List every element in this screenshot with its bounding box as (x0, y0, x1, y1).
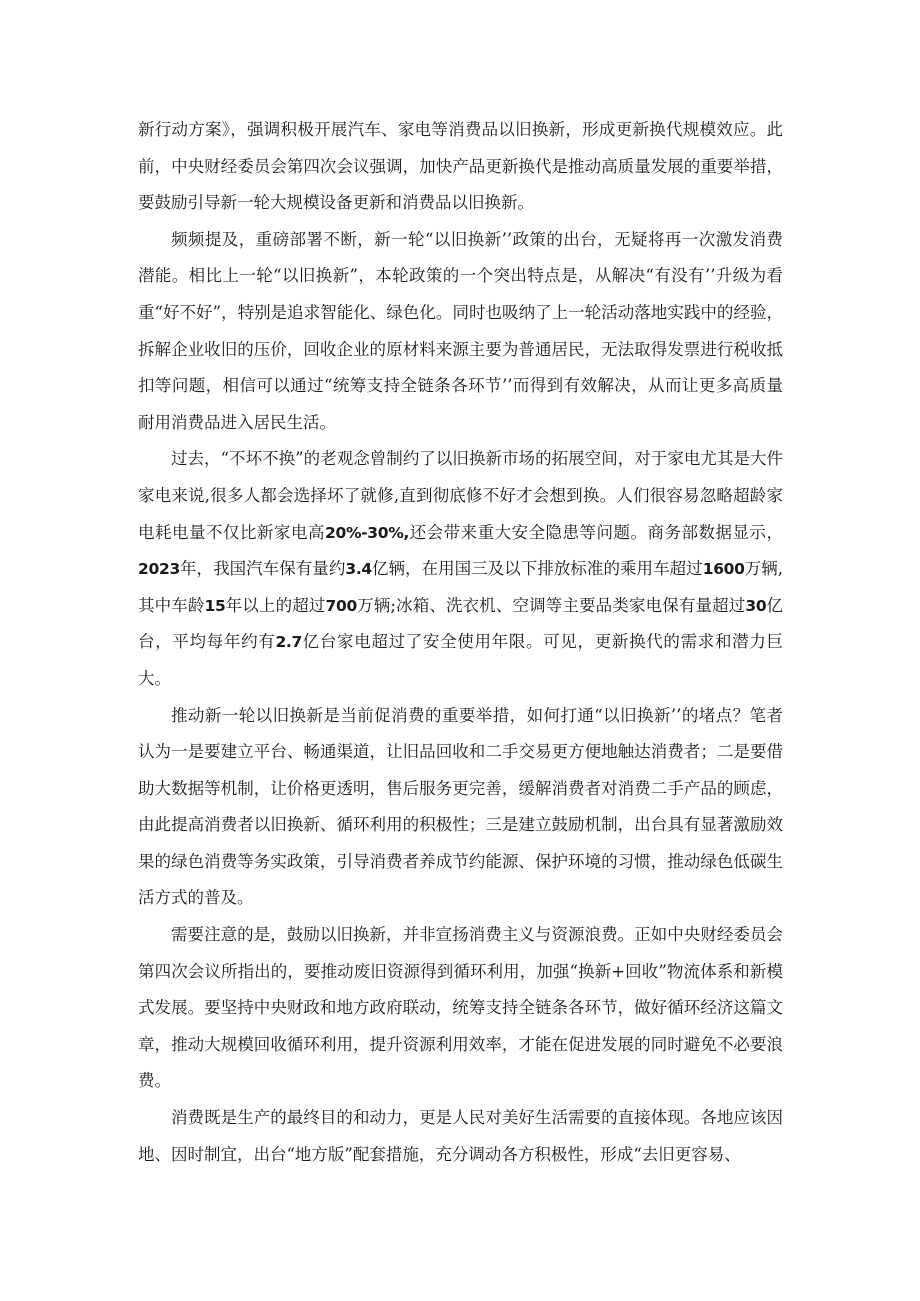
statistic-number: 15 (204, 596, 226, 615)
statistic-number: 20%-30%, (324, 523, 410, 542)
paragraph-text: 年以上的超过 (225, 595, 326, 615)
paragraph: 消费既是生产的最终目的和动力，更是人民对美好生活需要的直接体现。各地应该因地、因时制宜，出台“地方版”配套措施，充分调动各方积极性，形成“去旧更容易、 (138, 1108, 783, 1164)
paragraph-text: 年，我国汽车保有量约 (179, 559, 346, 579)
paragraph: 新行动方案》，强调积极开展汽车、家电等消费品以旧换新，形成更新换代规模效应。此前，中央财经委员会第四次会议强调，加快产品更新换代是推动高质量发展的重要举措，要鼓励引导新一轮大规模设备更新和消费品以旧换新。 (138, 120, 783, 213)
paragraph-text: 万辆;冰箱、洗衣机、空调等主要品类家电保有量超过 (356, 595, 746, 615)
paragraph: 推动新一轮以旧换新是当前促消费的重要举措，如何打通“以旧换新’’的堵点？笔者认为一是要建立平台、畅通渠道，让旧品回收和二手交易更方便地触达消费者；二是要借助大数据等机制，让价格更透明，售后服务更完善，缓解消费者对消费二手产品的顾虑，由此提高消费者以旧换新、循环利用的积极性；三是建立鼓励机制，出台具有显著激励效果的绿色消费等务实政策，引导消费者养成节约能源、保护环境的习惯，推动绿色低碳生活方式的普及。 (138, 705, 783, 908)
paragraph-text: 亿台家电超过了安全使用年限。可见，更新换代的需求和潜力巨大。 (138, 632, 784, 688)
paragraph-text: 万辆,其中车龄 (138, 559, 784, 615)
paragraph-text: 亿台，平均每年约有 (138, 595, 784, 652)
paragraph-text: 还会带来重大安全隐患等问题。商务部数据显示， (409, 522, 784, 542)
statistic-number: 700 (325, 596, 357, 615)
statistic-number: 2.7 (275, 633, 302, 652)
paragraph-text: 过去，“不坏不换”的老观念曾制约了以旧换新市场的拓展空间，对于家电尤其是大件家电来说,很多人都会选择坏了就修,直到彻底修不好才会想到换。人们很容易忽略超龄家电耗电量不仅比新家电高 (138, 449, 783, 542)
paragraph: 频频提及，重磅部署不断，新一轮“以旧换新’’政策的出台，无疑将再一次激发消费潜能。相比上一轮“以旧换新”，本轮政策的一个突出特点是，从解决“有没有’’升级为看重“好不好”，特别是追求智能化、绿色化。同时也吸纳了上一轮活动落地实践中的经验，拆解企业收旧的压价，回收企业的原材料来源主要为普通居民，无法取得发票进行税收抵扣等问题，相信可以通过“统筹支持全链条各环节’’而得到有效解决，从而让更多高质量耐用消费品进入居民生活。 (138, 229, 783, 432)
paragraph: 需要注意的是，鼓励以旧换新，并非宣扬消费主义与资源浪费。正如中央财经委员会第四次会议所指出的，要推动废旧资源得到循环利用，加强“换新+回收”物流体系和新模式发展。要坚持中央财政和地方政府联动，统筹支持全链条各环节，做好循环经济这篇文章，推动大规模回收循环利用，提升资源利用效率，才能在促进发展的同时避免不必要浪费。 (138, 925, 783, 1091)
statistic-number: 30 (745, 596, 767, 615)
paragraph-statistics (138, 441, 783, 697)
statistic-number: 1600 (702, 560, 745, 579)
statistic-number: 3.4 (345, 560, 372, 579)
statistic-number: 2023 (138, 560, 180, 579)
paragraph-text: 亿辆，在用国三及以下排放标准的乘用车超过 (371, 559, 703, 579)
article-body (138, 112, 783, 1173)
